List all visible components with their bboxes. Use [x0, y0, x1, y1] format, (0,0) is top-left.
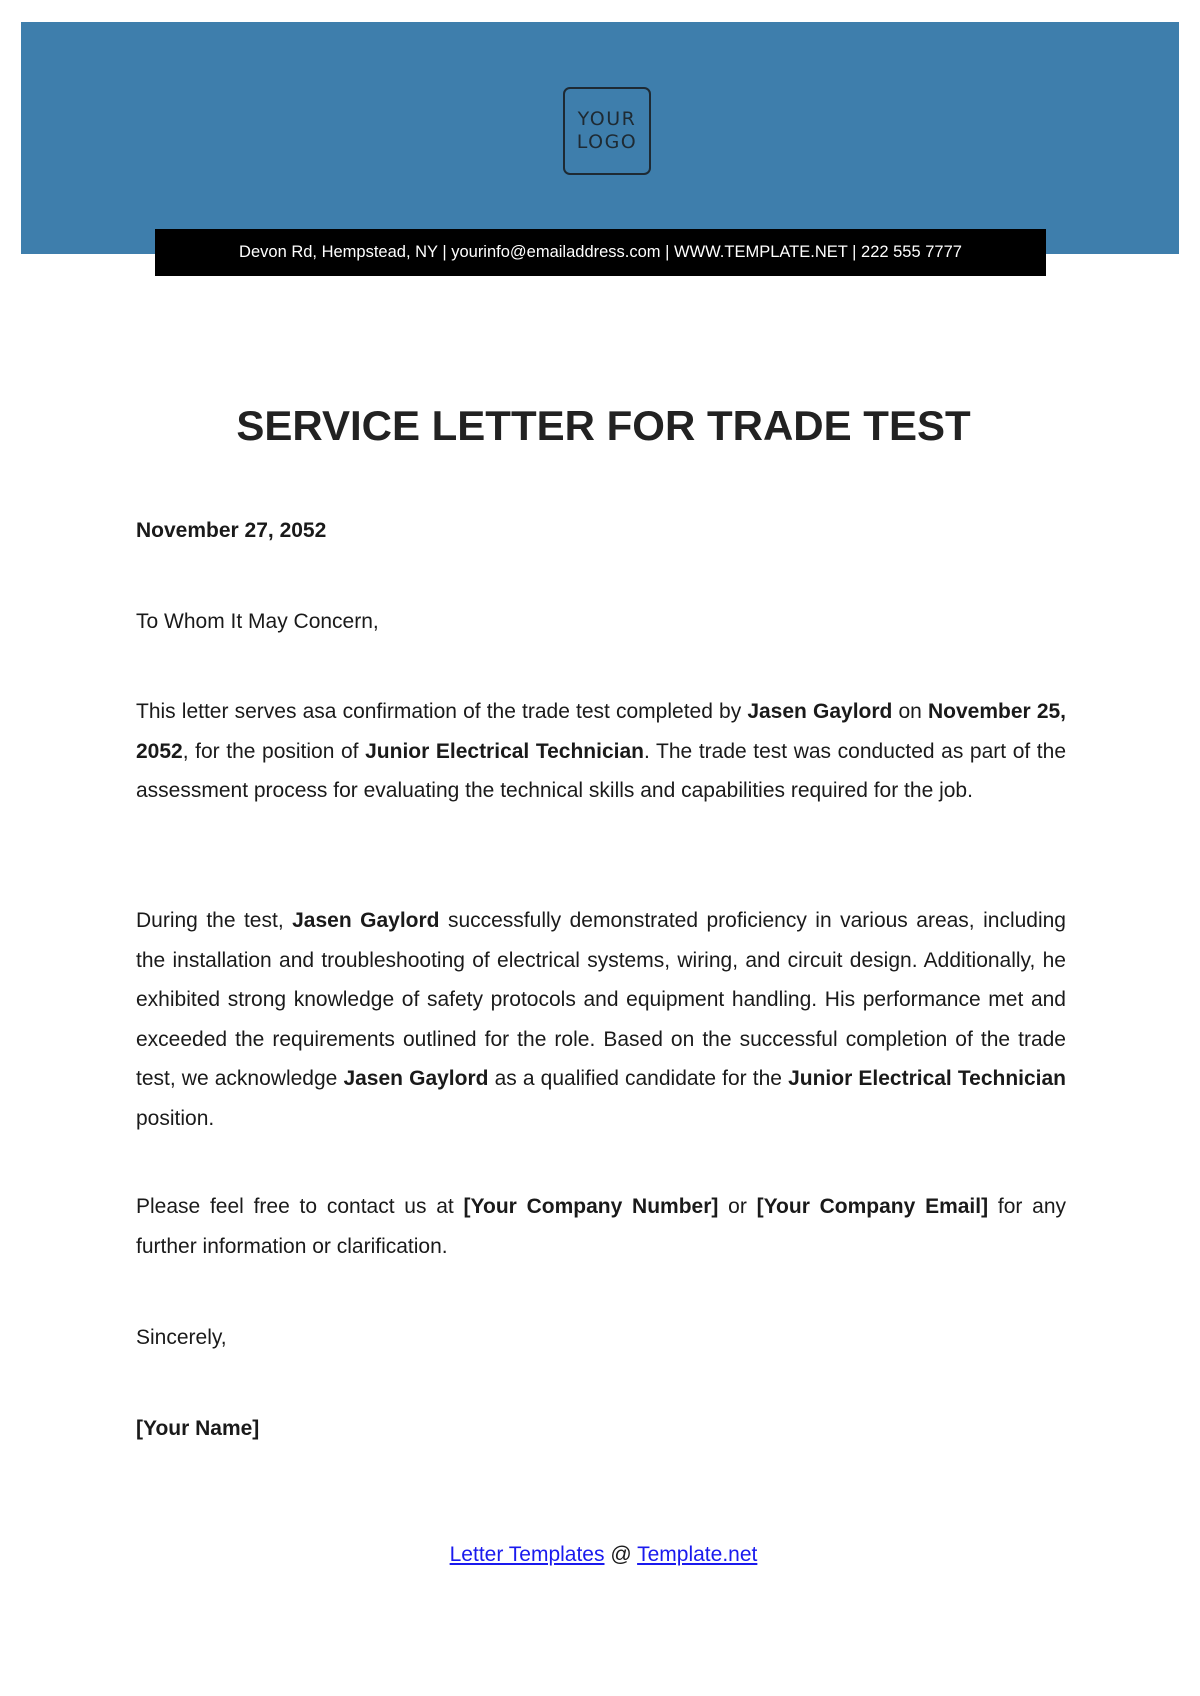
text: or: [718, 1195, 757, 1218]
salutation: To Whom It May Concern,: [136, 610, 379, 633]
text: , for the position of: [182, 739, 366, 763]
logo-placeholder: [563, 87, 651, 175]
text: Please feel free to contact us at: [136, 1195, 464, 1218]
letter-templates-link[interactable]: Letter Templates: [449, 1543, 605, 1566]
text: on: [892, 700, 928, 723]
paragraph-performance: [136, 901, 1066, 1138]
logo-line-1: YOUR: [577, 108, 637, 130]
text: for any further information or clarification.: [136, 1195, 1067, 1258]
text: This letter serves asa confirmation of the trade test completed by: [136, 700, 748, 723]
position-name: Junior Electrical Technician: [788, 1067, 1067, 1090]
text: During the test,: [136, 909, 293, 932]
contact-bar: Devon Rd, Hempstead, NY | yourinfo@emailaddress.com | WWW.TEMPLATE.NET | 222 555 7777: [155, 229, 1046, 276]
position-name: Junior Electrical Technician: [365, 739, 644, 763]
candidate-name: Jasen Gaylord: [747, 700, 893, 723]
text: . The trade test was conducted as part of the assessment process for evaluating the technical skills and capabilities required for the job.: [136, 739, 1066, 802]
company-number-placeholder: [Your Company Number]: [463, 1195, 719, 1218]
closing: Sincerely,: [136, 1326, 227, 1349]
text: position.: [136, 1106, 215, 1130]
company-email-placeholder: [Your Company Email]: [756, 1195, 989, 1218]
letter-date: November 27, 2052: [136, 519, 327, 542]
text: as a qualified candidate for the: [488, 1067, 789, 1090]
logo-line-2: LOGO: [576, 131, 638, 153]
signature-name: [Your Name]: [136, 1417, 260, 1440]
template-net-link[interactable]: Template.net: [637, 1543, 758, 1566]
footer: [0, 1543, 1200, 1567]
text: successfully demonstrated proficiency in various areas, including the installation and troubleshooting of electrical systems, wiring, and circuit design. Additionally, he exhibited strong knowledge of safety protocols and equipment handling. His performance met and exceeded the requirements outlined for the role. Based on the successful completion of the trade test, we acknowledge: [136, 909, 1066, 1090]
page-title: SERVICE LETTER FOR TRADE TEST: [236, 402, 971, 449]
candidate-name: Jasen Gaylord: [292, 909, 440, 932]
paragraph-contact: [136, 1187, 1066, 1266]
paragraph-confirmation: [136, 692, 1066, 811]
test-date: November 25, 2052: [136, 700, 1067, 763]
candidate-name: Jasen Gaylord: [343, 1067, 489, 1090]
footer-separator: @: [604, 1543, 638, 1566]
